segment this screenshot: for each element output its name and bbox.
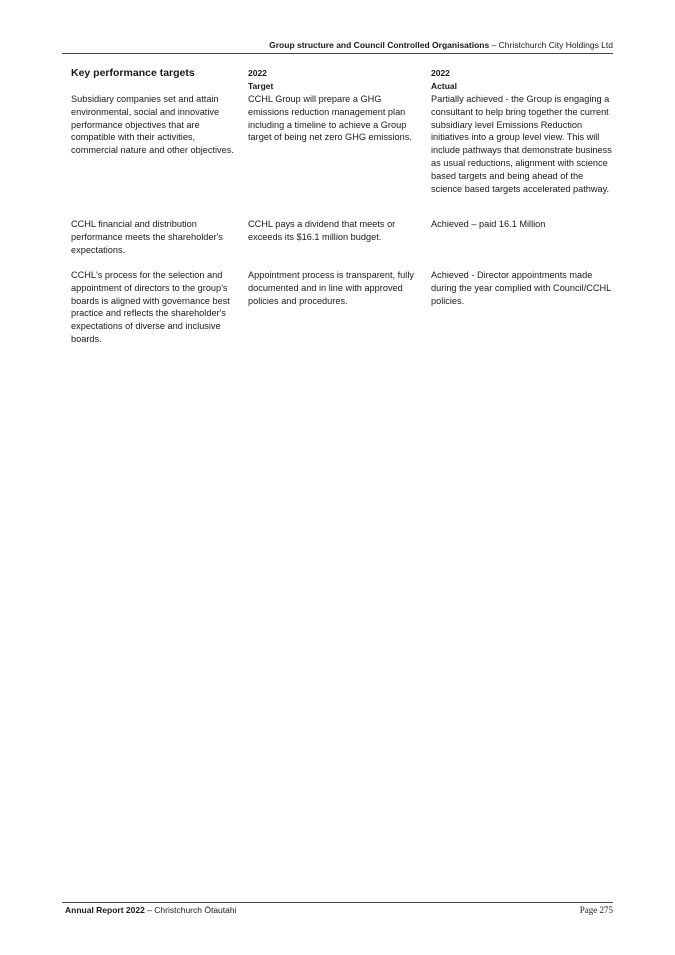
row-3-actual: Achieved - Director appointments made during the year complied with Council/CCHL policies. xyxy=(431,270,611,306)
row-2-actual: Achieved – paid 16.1 Million xyxy=(431,219,546,229)
row-3-target: Appointment process is transparent, fully documented and in line with approved policies and procedures. xyxy=(248,270,414,306)
actual-header xyxy=(431,67,615,93)
header-section-subtitle: – Christchurch City Holdings Ltd xyxy=(489,40,613,50)
row-1-objective: Subsidiary companies set and attain environmental, social and innovative performance objectives that are compatible with their activities, commercial nature and other objectives. xyxy=(71,94,234,156)
target-header xyxy=(248,67,420,93)
row-3-objective: CCHL's process for the selection and appointment of directors to the group's boards is aligned with governance best practice and reflects the shareholder's expectations of diverse and inclusive boards. xyxy=(71,270,230,344)
row-1-target: CCHL Group will prepare a GHG emissions reduction management plan including a timeline to achieve a Group target of being net zero GHG emissions. xyxy=(248,94,412,143)
footer-report-rest: – Christchurch Ōtautahi xyxy=(144,905,237,915)
footer-report-bold: Annual Report 2022 xyxy=(65,905,145,915)
row-2-target: CCHL pays a dividend that meets or exceeds its $16.1 million budget. xyxy=(248,219,396,242)
header-rule xyxy=(62,53,613,54)
target-year: 2022 xyxy=(248,68,267,78)
footer-rule xyxy=(62,902,613,903)
page-number: Page 275 xyxy=(579,905,613,915)
header-section-title: Group structure and Council Controlled Organisations xyxy=(269,40,490,50)
actual-label: Actual xyxy=(431,81,457,91)
row-2-objective: CCHL financial and distribution performance meets the shareholder's expectations. xyxy=(71,219,223,255)
row-1-actual: Partially achieved - the Group is engaging a consultant to help bring together the current subsidiary level Emissions Reduction initiatives into a group level view. This will include pathways that demonstrate business as usual reductions, alignment with science based targets and being ahead of the science based targets accelerated pathway. xyxy=(431,94,612,194)
actual-year: 2022 xyxy=(431,68,450,78)
footer-report-title xyxy=(65,905,236,915)
table-title: Key performance targets xyxy=(71,67,195,79)
target-label: Target xyxy=(248,81,274,91)
page-header xyxy=(62,40,613,50)
